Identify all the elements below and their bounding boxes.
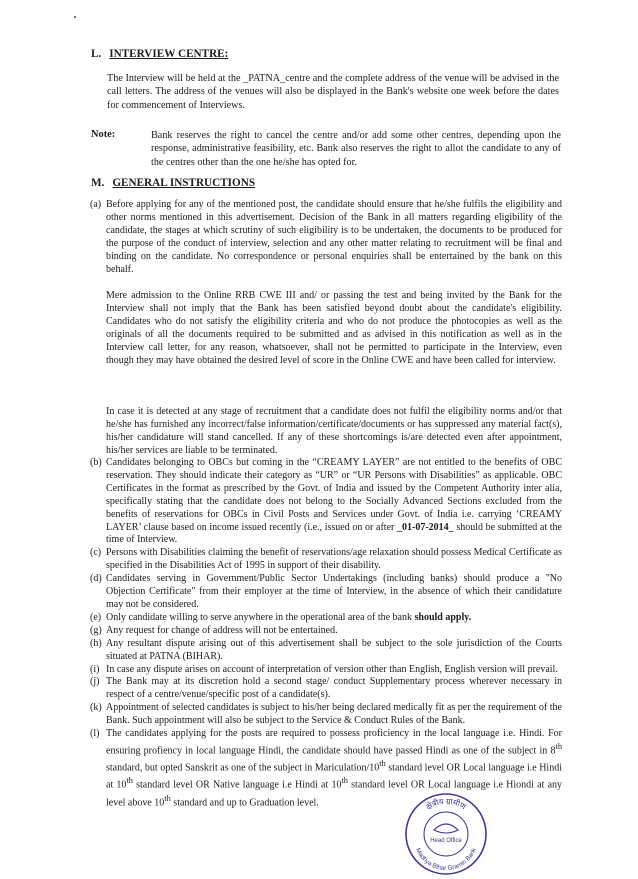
instruction-i xyxy=(90,664,562,677)
seal-bottom-text: Madhya Bihar Gramin Bank xyxy=(414,847,478,873)
instruction-a-paragraph-3-wrap xyxy=(90,406,562,458)
instruction-label: (l) xyxy=(90,728,100,740)
note-text: Bank reserves the right to cancel the centre and/or add some other centres, depending upon the response, administrative feasibility, etc. Bank also reserves the right to allot the candidate to any of the centres other than the one he/she has opted for. xyxy=(151,130,561,168)
instruction-l xyxy=(90,728,562,810)
page-speck xyxy=(74,16,76,18)
instruction-i-text: In case any dispute arises on account of interpretation of version other than English, English version will prevail. xyxy=(106,663,558,675)
instruction-l-t4: standard level OR Native language i.e Hindi at 10 xyxy=(132,779,342,791)
instruction-label: (h) xyxy=(90,637,102,649)
seal-outer-ring xyxy=(406,794,486,874)
interview-centre-text-b: _centre and the complete address of the venue will be advised in the call letters. The address of the venues will also be displayed in the Bank's website one week before the dates for commencement of Interviews. xyxy=(107,73,559,111)
instruction-c xyxy=(90,547,562,573)
instruction-b-text xyxy=(106,457,562,547)
interview-centre-place: PATNA xyxy=(248,73,281,84)
section-m-title: GENERAL INSTRUCTIONS xyxy=(112,177,256,189)
instruction-e-bold: should apply. xyxy=(414,611,472,623)
instruction-c-text: Persons with Disabilities claiming the benefit of reservations/age relaxation should possess Medical Certificate as specified in the Disabilities Act of 1995 in support of their disability. xyxy=(106,547,562,572)
instruction-g-text: Any request for change of address will not be entertained. xyxy=(106,624,338,636)
instruction-label: (d) xyxy=(90,573,102,585)
interview-centre-paragraph xyxy=(107,72,559,112)
instruction-label: (k) xyxy=(90,702,102,714)
note-label: Note: xyxy=(91,129,116,140)
superscript-th: th xyxy=(341,776,348,786)
instruction-a-paragraph-3: In case it is detected at any stage of recruitment that a candidate does not fulfil the eligibility norms and/or that he/she has furnished any incorrect/false information/certificate/documents or has suppressed any material fact(s), his/her candidature will stand cancelled. If any of these shortcomings is/are detected even after appointment, his/her services are liable to be terminated. xyxy=(106,406,562,456)
instruction-label: (j) xyxy=(90,676,100,688)
instruction-label: (a) xyxy=(90,199,102,210)
instruction-label: (c) xyxy=(90,547,102,559)
instruction-label: (i) xyxy=(90,663,100,675)
instruction-g xyxy=(90,625,562,638)
interview-centre-text-a: The Interview will be held at the _ xyxy=(107,73,249,84)
instruction-k xyxy=(90,702,562,728)
instruction-b-text-1: Candidates belonging to OBCs but coming in the “CREAMY LAYER” are not entitled to the benefits of OBC reservation. They should indicate their category as “UR” or “UR Persons with Disabilities” as applicable. OBC Certificates in the format as prescribed by the Govt. of India and issued by the Competent Authority inter alia, specifically stating that the candidate does not belong to the Socially Advanced Sections excluded from the benefits of reservations for OBCs in Civil Posts and Services under Govt. of India i.e. carrying ‘CREAMY LAYER’ clause based on income issued recently (i.e., issued on or after xyxy=(106,457,562,533)
instruction-d xyxy=(90,573,562,612)
instruction-l-t2: standard, but opted Sanskrit as one of the subject in Mariculation/10 xyxy=(106,762,380,774)
seal-inner-ring xyxy=(424,812,468,856)
instruction-k-text: Appointment of selected candidates is subject to his/her being declared medically fit as per the requirement of the Bank. Such appointment will also be subject to the Service & Conduct Rules of the Bank. xyxy=(106,702,562,727)
instruction-b-text-2: should be submitted at the time of Interview. xyxy=(106,521,562,546)
instruction-l-t1: The candidates applying for the posts are required to possess proficiency in the local language i.e. Hindi. For ensuring profiency in local language Hindi, the candidate should have passed Hindi as one of the subject in 8 xyxy=(106,728,562,757)
superscript-th: th xyxy=(555,741,562,751)
instruction-a-paragraph-2-wrap xyxy=(90,290,562,367)
instruction-j xyxy=(90,676,562,702)
seal-top-text: क्षेत्रीय ग्रामीण xyxy=(424,796,468,812)
instruction-l-t5: standard level OR Local language i.e Hiondi at any level above 10 xyxy=(106,779,563,808)
instruction-h xyxy=(90,638,562,664)
instruction-e xyxy=(90,612,562,625)
instruction-b-date: _01-07-2014_ xyxy=(397,521,454,533)
section-l-heading xyxy=(91,48,228,60)
superscript-th: th xyxy=(126,776,133,786)
instruction-e-text-main: Only candidate willing to serve anywhere in the operational area of the bank xyxy=(106,611,415,623)
instruction-l-text xyxy=(106,728,562,810)
superscript-th: th xyxy=(379,759,386,769)
instruction-e-text xyxy=(106,612,562,625)
instruction-l-t6: standard and up to Graduation level. xyxy=(170,796,319,808)
instruction-a-paragraph-2: Mere admission to the Online RRB CWE III and/ or passing the test and being invited by the Bank for the Interview shall not imply that the Bank has been satisfied beyond doubt about the candidate's eligibility. Candidates who do not satisfy the eligibility criteria and who do not produce the photocopies as well as the originals of all the documents required to be submitted and as advised in this notification as well as in the Interview call letter, for any reason, whatsoever, shall not be permitted to participate in the Interview, even though they may have obtained the desired level of score in the Online CWE and have been called for interview. xyxy=(106,290,562,366)
instruction-a-paragraph-1: Before applying for any of the mentioned post, the candidate should ensure that he/she fulfils the eligibility and other norms mentioned in this advertisement. Decision of the Bank in all matters regarding eligibility of the candidate, the stages at which scrutiny of such eligibility is to be undertaken, the documents to be produced for the purpose of the conduct of interview, selection and any other matter relating to recruitment will be final and binding on the candidate. No correspondence or personal enquiries shall be entertained by the bank on this behalf. xyxy=(106,199,562,275)
section-m-heading xyxy=(91,177,255,189)
instruction-h-text: Any resultant dispute arising out of this advertisement shall be subject to the sole jurisdiction of the Courts situated at PATNA (BIHAR). xyxy=(106,637,562,662)
seal-center-text: Head Office xyxy=(430,838,462,844)
instruction-label: (e) xyxy=(90,611,102,623)
section-l-title: INTERVIEW CENTRE: xyxy=(109,48,229,60)
section-l-letter: L. xyxy=(91,48,102,60)
instruction-d-text: Candidates serving in Government/Public Sector Undertakings (including banks) should produce a "No Objection Certificate" from their employer at the time of Interview, in the absence of which their candidature may not be considered. xyxy=(106,573,562,610)
superscript-th: th xyxy=(164,793,171,803)
instruction-label: (b) xyxy=(90,457,102,468)
instruction-l-t3: standard level OR Local language i.e Hindi at 10 xyxy=(106,762,562,791)
instruction-a xyxy=(90,199,562,276)
instruction-label: (g) xyxy=(90,624,102,636)
instruction-j-text: The Bank may at its discretion hold a second stage/ conduct Supplementary process wherever necessary in respect of a centre/venue/specific post of a candidate(s). xyxy=(106,676,562,701)
bank-seal-stamp xyxy=(404,792,488,876)
instruction-list xyxy=(90,457,562,810)
section-m-letter: M. xyxy=(91,177,105,189)
instruction-b xyxy=(90,457,562,547)
seal-emblem xyxy=(434,824,458,833)
